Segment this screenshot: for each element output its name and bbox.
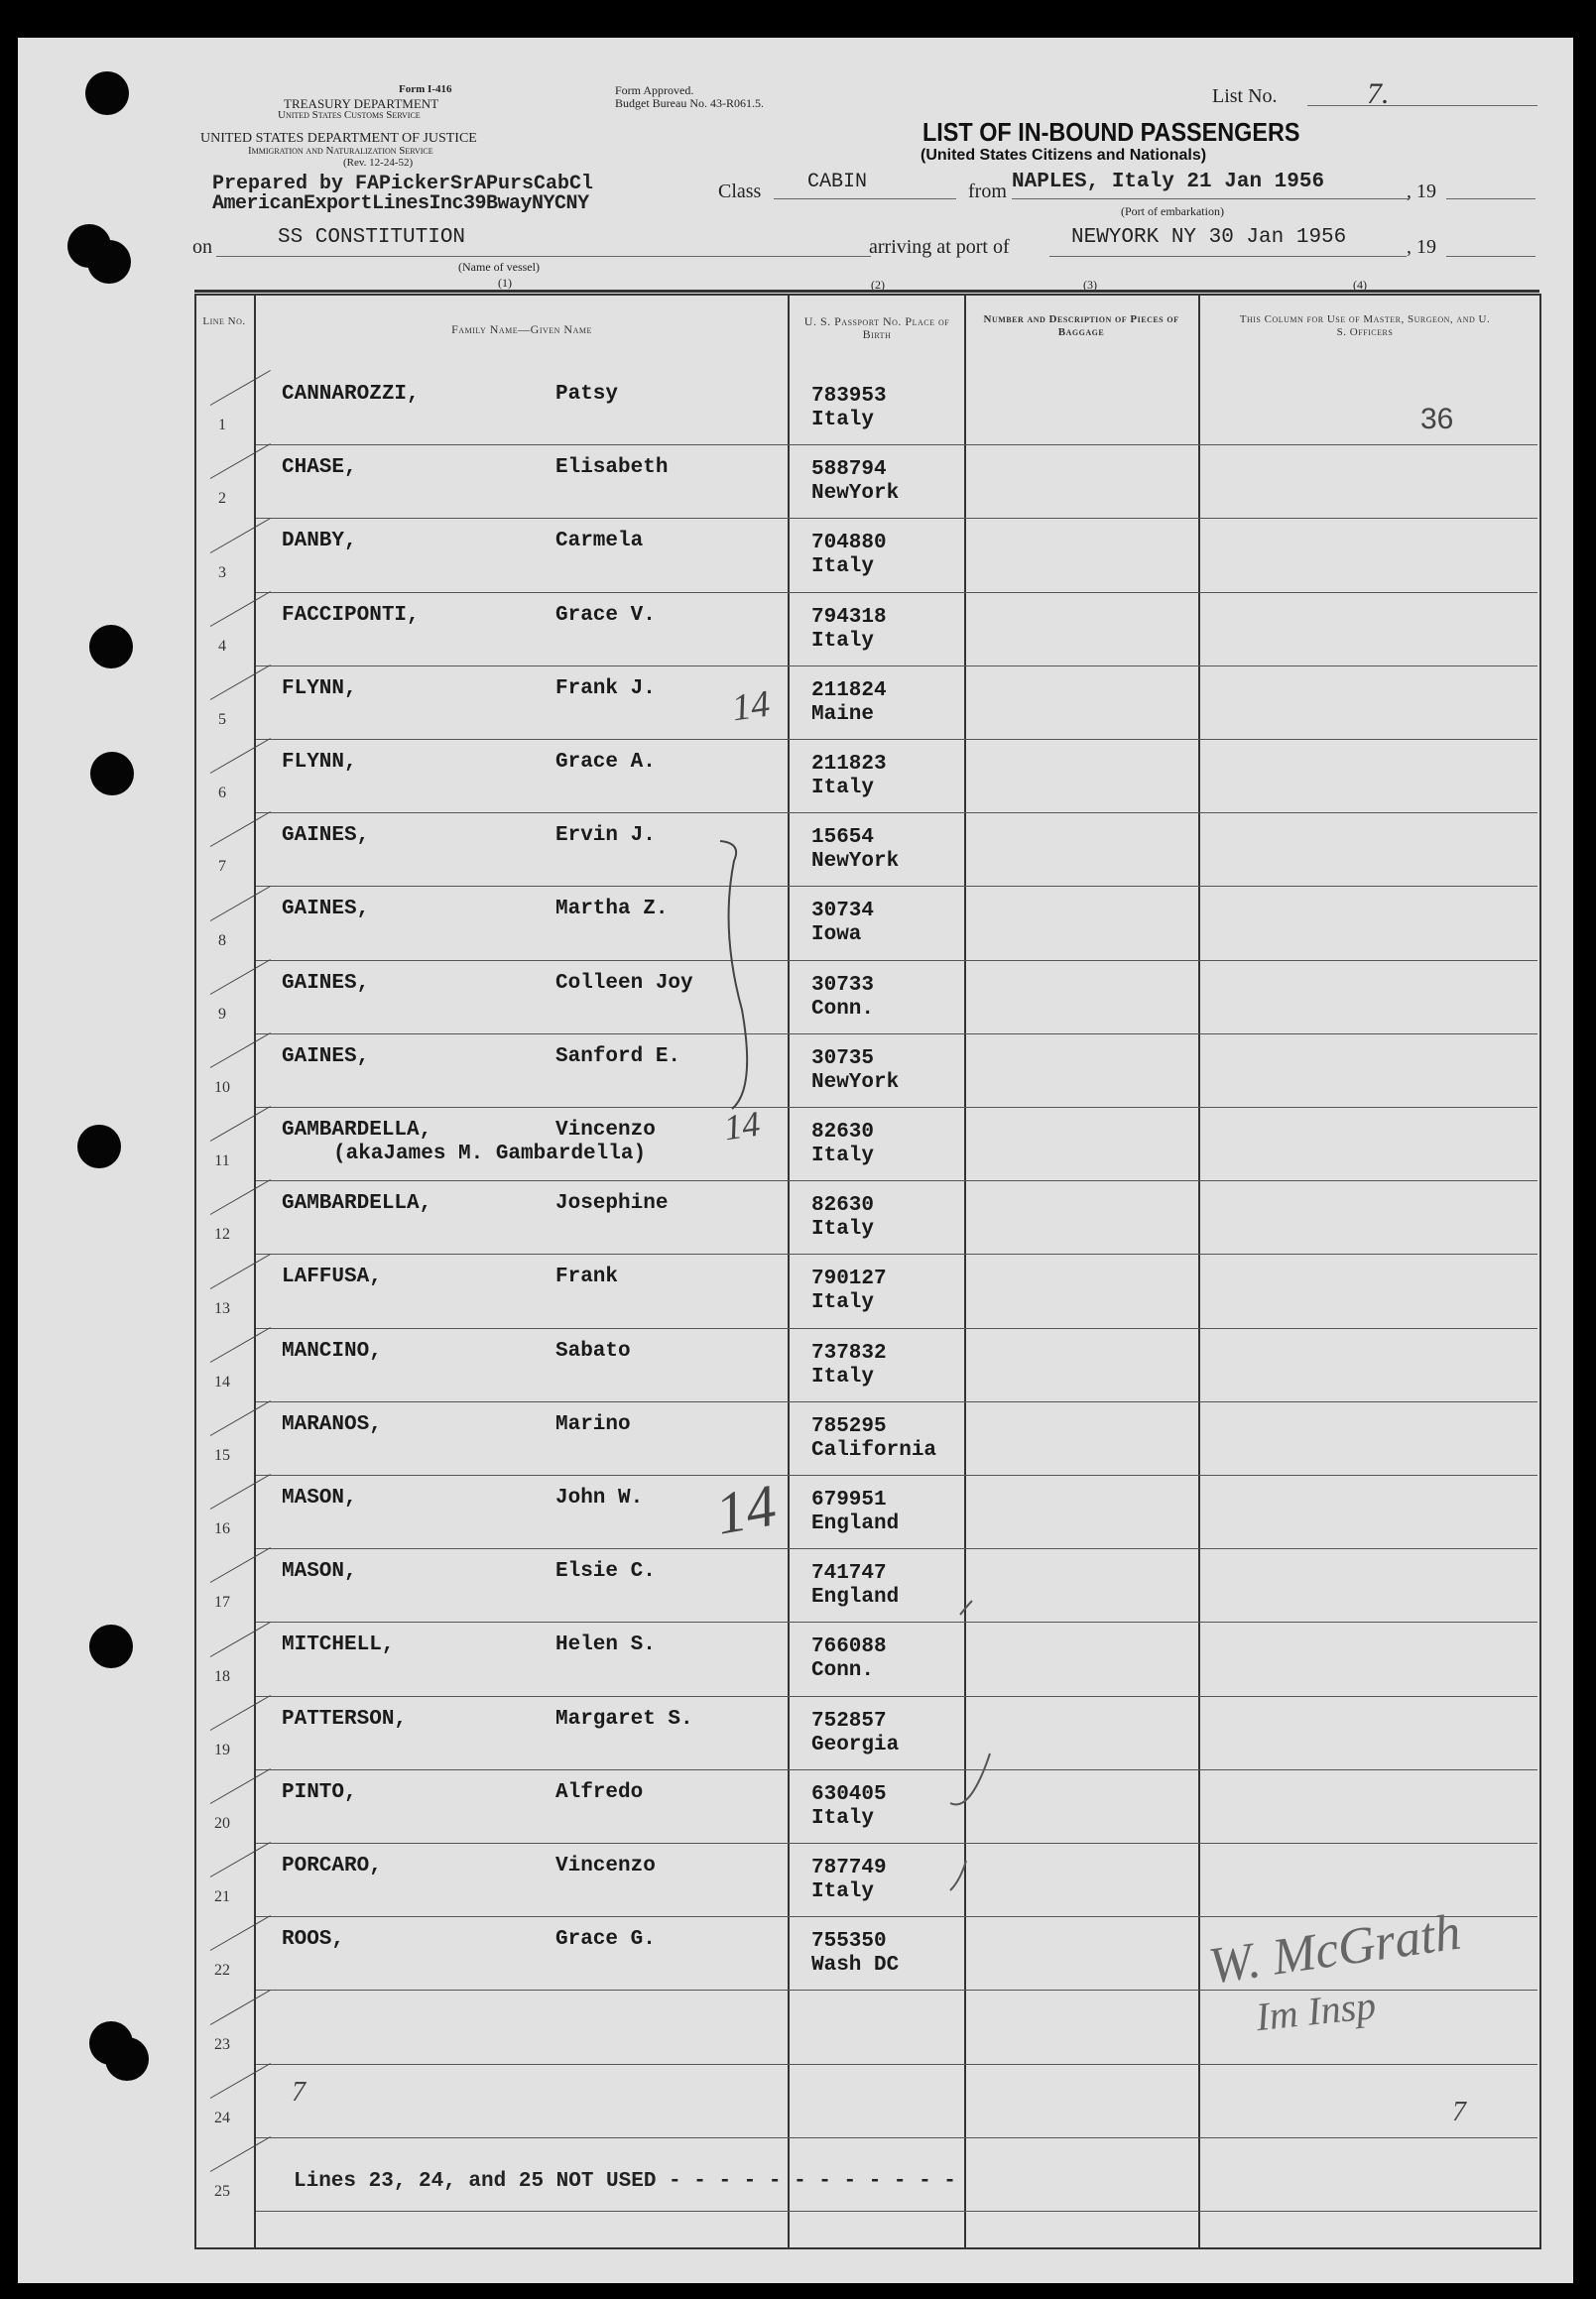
handwritten-mark-14: 14	[710, 1472, 782, 1547]
passport-number: 679951	[811, 1489, 887, 1512]
family-name: GAMBARDELLA,	[282, 1119, 432, 1142]
line-number: 2	[218, 490, 226, 508]
family-name: PINTO,	[282, 1780, 357, 1804]
col-header-baggage: Number and Description of Pieces of Baggage	[983, 313, 1179, 338]
passport-number: 737832	[811, 1341, 887, 1365]
passport-number: 741747	[811, 1562, 887, 1586]
line-number: 8	[218, 931, 226, 949]
given-name: Patsy	[555, 383, 619, 406]
col-num-2: (2)	[871, 278, 885, 292]
family-name: PORCARO,	[282, 1855, 382, 1877]
family-name: GAINES,	[282, 971, 370, 995]
given-name: Josephine	[555, 1192, 669, 1216]
line-number: 18	[214, 1667, 230, 1685]
form-subtitle: (United States Citizens and Nationals)	[921, 147, 1207, 164]
passport-number: 588794	[811, 458, 887, 482]
given-name: Helen S.	[555, 1634, 656, 1657]
line-number: 24	[214, 2109, 230, 2126]
given-name: Martha Z.	[555, 898, 669, 921]
officer-count: 36	[1420, 403, 1454, 435]
line-number: 1	[218, 417, 226, 434]
col-header-line-no: Line No.	[202, 315, 246, 327]
line-number: 15	[214, 1446, 230, 1464]
treasury-label: TREASURY DEPARTMENT	[284, 96, 439, 111]
place-of-birth: Conn.	[811, 997, 875, 1021]
line-number: 19	[214, 1741, 230, 1758]
arriving-label: arriving at port of	[869, 236, 1010, 258]
passport-number: 794318	[811, 605, 887, 629]
line-number: 10	[214, 1078, 230, 1096]
passport-number: 30733	[811, 973, 875, 997]
from-value: NAPLES, Italy 21 Jan 1956	[1012, 171, 1325, 193]
class-value: CABIN	[807, 171, 868, 193]
given-name: Vincenzo	[555, 1855, 656, 1877]
place-of-birth: Italy	[811, 777, 875, 799]
line-number: 13	[214, 1299, 230, 1317]
family-name: ROOS,	[282, 1928, 345, 1952]
passport-number: 630405	[811, 1782, 887, 1806]
family-name: MASON,	[282, 1560, 357, 1584]
family-name: LAFFUSA,	[282, 1266, 382, 1289]
passport-number: 755350	[811, 1930, 887, 1954]
brace-gaines	[720, 841, 747, 1109]
name-alias: (akaJames M. Gambardella)	[333, 1143, 647, 1165]
check-mark	[950, 1754, 990, 1804]
family-name: GAINES,	[282, 1044, 370, 1068]
passport-number: 30734	[811, 900, 875, 923]
given-name: Elsie C.	[555, 1560, 656, 1584]
passport-number: 82630	[811, 1194, 875, 1218]
place-of-birth: Conn.	[811, 1659, 875, 1683]
place-of-birth: Italy	[811, 1365, 875, 1389]
line-number: 4	[218, 637, 226, 655]
vessel-value: SS CONSTITUTION	[278, 226, 466, 249]
passport-number: 790127	[811, 1268, 887, 1291]
place-of-birth: Italy	[811, 1806, 875, 1830]
officer-signature: W. McGrath	[1205, 1903, 1464, 1996]
place-of-birth: California	[811, 1438, 937, 1462]
family-name: MARANOS,	[282, 1412, 382, 1436]
given-name: Frank	[555, 1266, 619, 1289]
handwritten-mark-7: 7	[1452, 2097, 1466, 2127]
family-name: DANBY,	[282, 530, 357, 553]
line-number: 3	[218, 563, 226, 581]
line-number: 21	[214, 1888, 230, 1906]
family-name: FACCIPONTI,	[282, 603, 420, 627]
line-number: 17	[214, 1594, 230, 1612]
line-number: 22	[214, 1962, 230, 1980]
handwritten-mark-14: 14	[721, 1103, 763, 1149]
line-number: 12	[214, 1226, 230, 1244]
passport-number: 783953	[811, 385, 887, 408]
line-number: 23	[214, 2035, 230, 2053]
place-of-birth: Italy	[811, 409, 875, 431]
passport-number: 766088	[811, 1635, 887, 1659]
given-name: Grace V.	[555, 603, 656, 627]
given-name: Carmela	[555, 530, 644, 553]
col-num-4: (4)	[1353, 278, 1367, 292]
list-no-value: 7.	[1367, 77, 1390, 110]
passport-number: 704880	[811, 532, 887, 555]
place-of-birth: Italy	[811, 1145, 875, 1167]
from-label: from	[968, 181, 1007, 202]
family-name: GAINES,	[282, 898, 370, 921]
customs-label: United States Customs Service	[278, 109, 421, 121]
place-of-birth: NewYork	[811, 1070, 900, 1094]
passport-number: 15654	[811, 826, 875, 850]
place-of-birth: England	[811, 1512, 900, 1535]
prepared-by-line2: AmericanExportLinesInc39BwayNYCNY	[212, 192, 589, 215]
annotation-marks	[18, 38, 1573, 2283]
col-header-passport: U. S. Passport No. Place of Birth	[803, 314, 950, 341]
family-name: MASON,	[282, 1487, 357, 1510]
given-name: Alfredo	[555, 1780, 644, 1804]
port-embark-caption: (Port of embarkation)	[1121, 204, 1224, 218]
form-number: Form I-416	[399, 83, 452, 95]
passport-number: 82630	[811, 1121, 875, 1144]
year-suffix-1: , 19	[1407, 181, 1436, 202]
place-of-birth: Wash DC	[811, 1954, 900, 1978]
vessel-caption: (Name of vessel)	[458, 260, 540, 274]
given-name: Grace A.	[555, 751, 656, 774]
place-of-birth: Italy	[811, 1218, 875, 1242]
family-name: CANNAROZZI,	[282, 383, 420, 406]
passport-number: 211824	[811, 678, 887, 702]
col-header-officers: This Column for Use of Master, Surgeon, and U. S. Officers	[1239, 313, 1491, 338]
not-used-note: Lines 23, 24, and 25 NOT USED - - - - - - - - - - - -	[294, 2170, 956, 2193]
given-name: Marino	[555, 1412, 631, 1436]
list-no-label: List No.	[1212, 85, 1278, 107]
given-name: Ervin J.	[555, 824, 656, 848]
check-mark	[960, 1601, 972, 1615]
justice-label: UNITED STATES DEPARTMENT OF JUSTICE	[200, 131, 477, 146]
handwritten-mark-7: 7	[292, 2077, 306, 2108]
place-of-birth: NewYork	[811, 482, 900, 506]
form-sheet	[18, 38, 1573, 2283]
place-of-birth: England	[811, 1586, 900, 1610]
given-name: Frank J.	[555, 676, 656, 700]
ins-label: Immigration and Naturalization Service	[248, 145, 433, 157]
passport-number: 785295	[811, 1414, 887, 1438]
place-of-birth: NewYork	[811, 850, 900, 874]
place-of-birth: Iowa	[811, 923, 862, 947]
line-number: 14	[214, 1373, 230, 1391]
check-mark	[950, 1861, 966, 1890]
form-title: LIST OF IN-BOUND PASSENGERS	[922, 117, 1300, 147]
given-name: Sanford E.	[555, 1044, 681, 1068]
officer-signature-title: Im Insp	[1253, 1982, 1379, 2040]
line-number: 20	[214, 1814, 230, 1832]
given-name: John W.	[555, 1487, 644, 1510]
place-of-birth: Georgia	[811, 1733, 900, 1756]
line-number: 6	[218, 785, 226, 802]
family-name: FLYNN,	[282, 676, 357, 700]
line-number: 9	[218, 1005, 226, 1023]
place-of-birth: Maine	[811, 702, 875, 726]
handwritten-mark-14: 14	[729, 682, 773, 730]
family-name: CHASE,	[282, 456, 357, 480]
given-name: Vincenzo	[555, 1119, 656, 1142]
line-number: 5	[218, 710, 226, 728]
passport-number: 787749	[811, 1857, 887, 1879]
line-number: 25	[214, 2182, 230, 2200]
line-number: 11	[214, 1152, 230, 1170]
class-label: Class	[718, 181, 762, 202]
given-name: Margaret S.	[555, 1707, 693, 1731]
arriving-value: NEWYORK NY 30 Jan 1956	[1071, 226, 1347, 249]
given-name: Sabato	[555, 1339, 631, 1363]
family-name: MITCHELL,	[282, 1634, 395, 1657]
family-name: MANCINO,	[282, 1339, 382, 1363]
col-header-name: Family Name—Given Name	[451, 322, 592, 336]
passport-number: 211823	[811, 753, 887, 776]
rev-label: (Rev. 12-24-52)	[343, 157, 414, 169]
family-name: FLYNN,	[282, 751, 357, 774]
line-number: 16	[214, 1520, 230, 1538]
passport-number: 30735	[811, 1046, 875, 1070]
given-name: Colleen Joy	[555, 971, 693, 995]
col-num-1: (1)	[498, 276, 512, 290]
family-name: GAINES,	[282, 824, 370, 848]
passport-number: 752857	[811, 1709, 887, 1733]
place-of-birth: Italy	[811, 629, 875, 653]
place-of-birth: Italy	[811, 555, 875, 579]
place-of-birth: Italy	[811, 1880, 875, 1903]
on-label: on	[192, 236, 212, 258]
prepared-by-line1: Prepared by FAPickerSrAPursCabCl	[212, 173, 594, 195]
family-name: PATTERSON,	[282, 1707, 408, 1731]
place-of-birth: Italy	[811, 1291, 875, 1315]
col-num-3: (3)	[1083, 278, 1097, 292]
family-name: GAMBARDELLA,	[282, 1192, 432, 1216]
given-name: Elisabeth	[555, 456, 669, 480]
year-suffix-2: , 19	[1407, 236, 1436, 258]
line-number: 7	[218, 858, 226, 876]
budget-label: Budget Bureau No. 43-R061.5.	[615, 96, 764, 110]
approval-label: Form Approved.	[615, 83, 694, 97]
given-name: Grace G.	[555, 1928, 656, 1952]
